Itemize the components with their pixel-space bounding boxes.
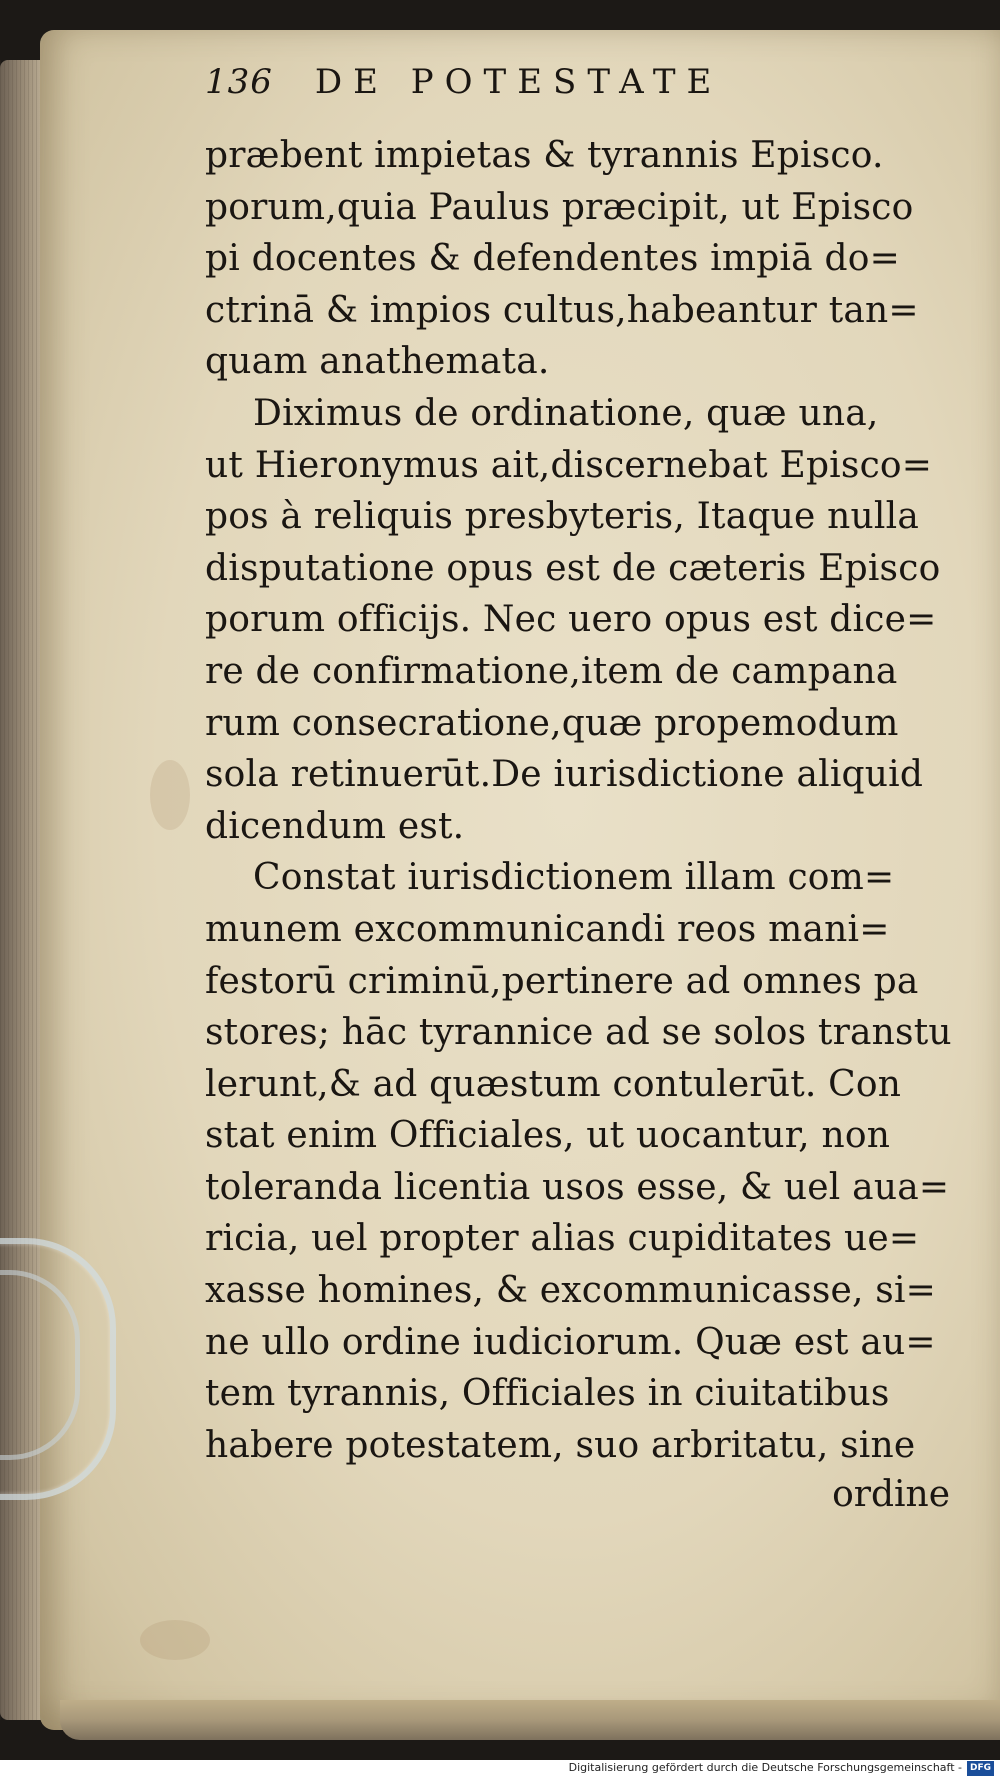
text-line: quam anathemata. (205, 341, 550, 383)
text-line: sola retinuerūt.De iurisdictione aliquid (205, 754, 924, 796)
text-line: ricia, uel propter alias cupiditates ue= (205, 1218, 920, 1260)
running-title: DE POTESTATE (314, 62, 723, 102)
text-line: pi docentes & defendentes impiā do= (205, 238, 900, 280)
text-line: porum officijs. Nec uero opus est dice= (205, 599, 937, 641)
book-bottom-edge (60, 1700, 1000, 1740)
text-line: xasse homines, & excommunicasse, si= (205, 1270, 937, 1312)
text-line: porum,quia Paulus præcipit, ut Episco (205, 186, 914, 228)
running-head (205, 62, 950, 118)
text-line: disputatione opus est de cæteris Episco (205, 547, 941, 589)
text-line: munem excommunicandi reos mani= (205, 908, 890, 950)
text-line: Diximus de ordinatione, quæ una, (253, 392, 879, 434)
page-number: 136 (205, 62, 273, 102)
body-text (205, 130, 950, 1471)
text-line: stores; hāc tyrannice ad se solos transtu (205, 1012, 952, 1054)
text-line: lerunt,& ad quæstum contulerūt. Con (205, 1063, 902, 1105)
text-line: stat enim Officiales, ut uocantur, non (205, 1115, 891, 1157)
text-line: habere potestatem, suo arbritatu, sine (205, 1424, 916, 1466)
text-line: pos à reliquis presbyteris, Itaque nulla (205, 496, 920, 538)
text-line: tem tyrannis, Officiales in ciuitatibus (205, 1373, 890, 1415)
text-line: Constat iurisdictionem illam com= (253, 857, 895, 899)
digitization-credit: Digitalisierung gefördert durch die Deutsche Forschungsgemeinschaft - (568, 1761, 962, 1774)
text-line: præbent impietas & tyrannis Episco. (205, 135, 884, 176)
text-line: dicendum est. (205, 805, 465, 847)
dfg-logo: DFG (967, 1761, 994, 1776)
catchword: ordine (832, 1474, 950, 1516)
text-line: ut Hieronymus ait,discernebat Episco= (205, 444, 933, 486)
paper-stain (140, 1620, 210, 1660)
text-line: ctrinā & impios cultus,habeantur tan= (205, 289, 919, 331)
text-line: re de confirmatione,item de campana (205, 650, 898, 692)
text-block (205, 62, 950, 1520)
text-line: toleranda licentia usos esse, & uel aua= (205, 1166, 950, 1208)
text-line: rum consecratione,quæ propemodum (205, 702, 899, 744)
text-line: festorū criminū,pertinere ad omnes pa (205, 960, 919, 1002)
paper-stain (150, 760, 190, 830)
text-line: ne ullo ordine iudiciorum. Quæ est au= (205, 1321, 936, 1363)
